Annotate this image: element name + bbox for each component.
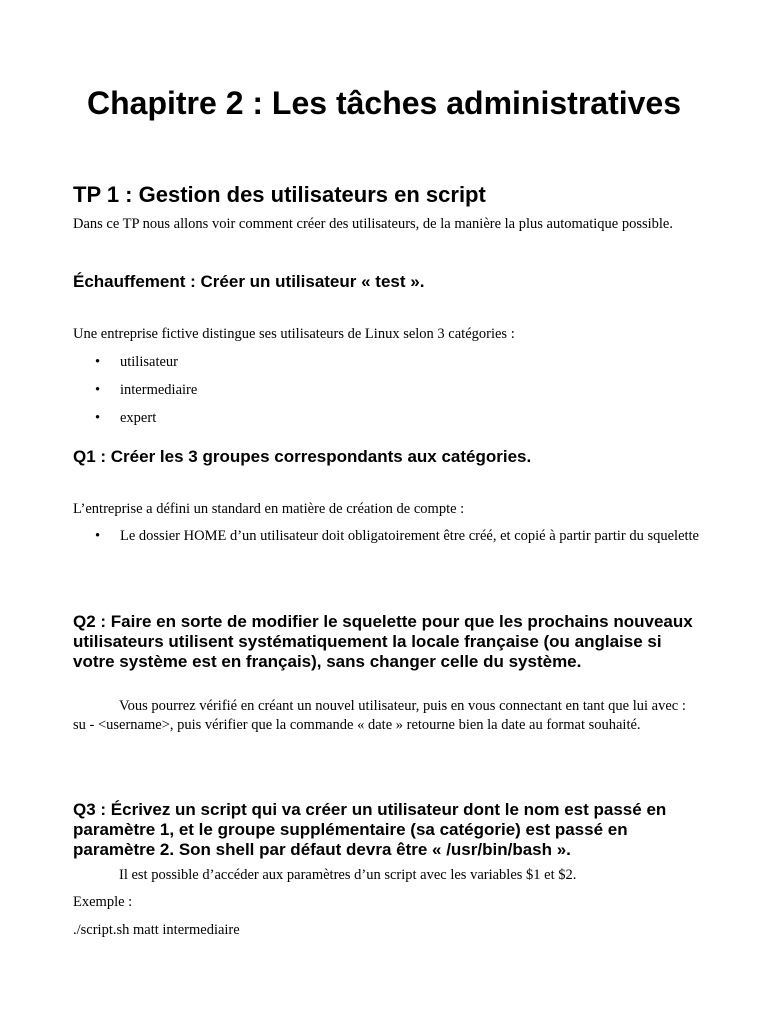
tp-title: TP 1 : Gestion des utilisateurs en script xyxy=(73,182,486,207)
warmup-heading: Échauffement : Créer un utilisateur « test ». xyxy=(73,272,425,291)
chapter-title: Chapitre 2 : Les tâches administratives xyxy=(87,85,681,121)
bullet-icon: • xyxy=(95,354,101,370)
bullet-icon: • xyxy=(95,382,101,398)
standard-intro-paragraph: L’entreprise a défini un standard en matière de création de compte : xyxy=(73,501,465,517)
bullet-icon: • xyxy=(95,528,101,544)
list-item-text: utilisateur xyxy=(120,354,178,370)
q2-heading: Q2 : Faire en sorte de modifier le squelette pour que les prochains nouveaux utilisateurs utilisent systématiquement la locale française (ou anglaise si votre système est en français), sans changer celle du système. xyxy=(73,612,693,671)
list-item-text: Le dossier HOME d’un utilisateur doit obligatoirement être créé, et copié à partir partir du squelette xyxy=(120,528,699,544)
example-label: Exemple : xyxy=(73,894,133,910)
q1-heading: Q1 : Créer les 3 groupes correspondants aux catégories. xyxy=(73,447,532,466)
intro-paragraph: Dans ce TP nous allons voir comment créer des utilisateurs, de la manière la plus automatique possible. xyxy=(73,216,673,232)
q2-note-paragraph: Vous pourrez vérifié en créant un nouvel utilisateur, puis en vous connectant en tant que lui avec : su - <username>, puis vérifier que la commande « date » retourne bien la date au format souhaité. xyxy=(73,698,686,733)
company-intro-paragraph: Une entreprise fictive distingue ses utilisateurs de Linux selon 3 catégories : xyxy=(73,326,515,342)
bullet-icon: • xyxy=(95,410,101,426)
q3-note-paragraph: Il est possible d’accéder aux paramètres d’un script avec les variables $1 et $2. xyxy=(119,867,577,883)
example-command: ./script.sh matt intermediaire xyxy=(73,922,240,938)
q3-heading: Q3 : Écrivez un script qui va créer un utilisateur dont le nom est passé en paramètre 1, et le groupe supplémentaire (sa catégorie) est passé en paramètre 2. Son shell par défaut devra être « /usr/bin/bash ». xyxy=(73,800,667,859)
list-item-text: expert xyxy=(120,410,157,426)
list-item-text: intermediaire xyxy=(120,382,198,398)
